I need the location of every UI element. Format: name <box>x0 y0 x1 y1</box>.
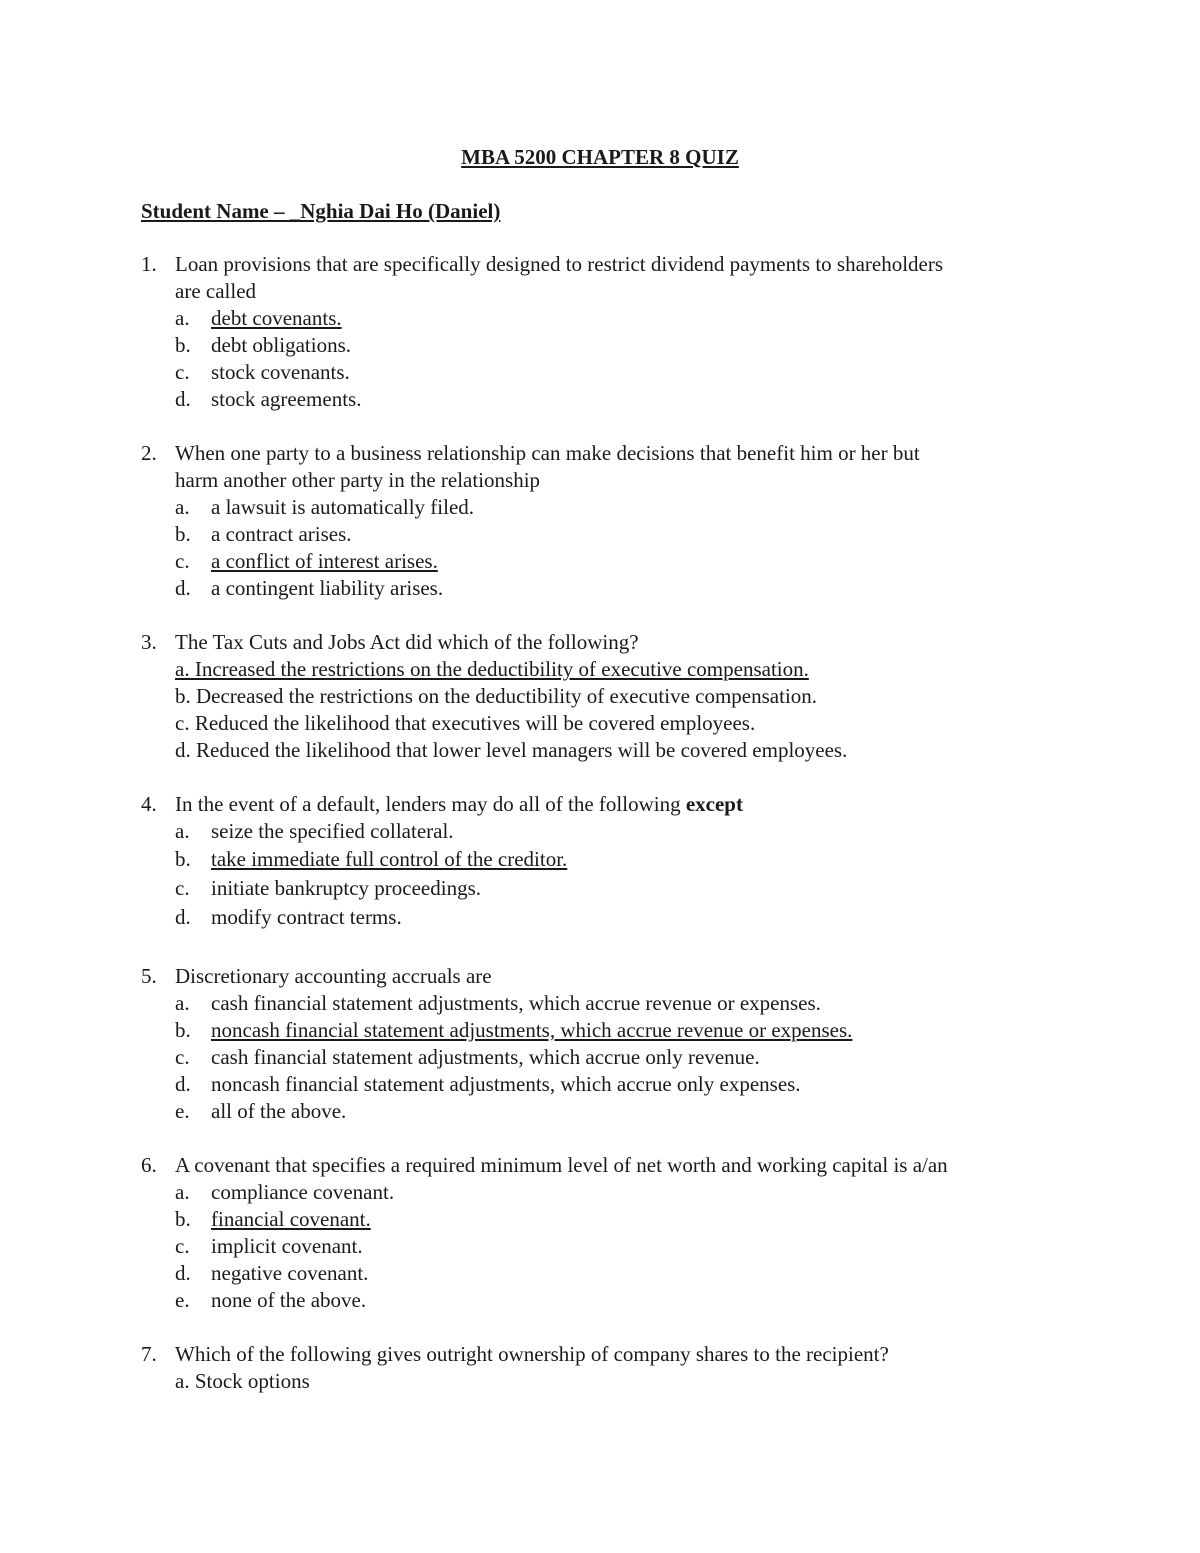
option-d: d. a contingent liability arises. <box>175 576 444 600</box>
answer-selected: take immediate full control of the creditor. <box>211 847 568 871</box>
emphasis-except: except <box>685 792 743 816</box>
option-c: c. implicit covenant. <box>175 1234 363 1258</box>
option-d: d. stock agreements. <box>175 387 362 411</box>
option-a <box>141 656 1061 683</box>
option-d: d. negative covenant. <box>175 1261 369 1285</box>
option-a: a. Stock options <box>175 1369 310 1393</box>
question-number: 3. <box>141 630 157 654</box>
option-d: d. noncash financial statement adjustments, which accrue only expenses. <box>175 1072 801 1096</box>
option-c: c. cash financial statement adjustments, which accrue only revenue. <box>175 1045 760 1069</box>
question-number: 6. <box>141 1153 157 1177</box>
option-a: a. seize the specified collateral. <box>175 819 454 843</box>
question-number: 5. <box>141 964 157 988</box>
question-text: Which of the following gives outright ownership of company shares to the recipient? <box>175 1342 889 1366</box>
question-text: Loan provisions that are specifically designed to restrict dividend payments to shareholders <box>175 252 944 276</box>
option-b: b. debt obligations. <box>175 333 351 357</box>
question-1 <box>141 251 1061 413</box>
question-text: In the event of a default, lenders may do all of the following except <box>175 792 743 816</box>
option-a: a. cash financial statement adjustments, which accrue revenue or expenses. <box>175 991 821 1015</box>
option-b: b. financial covenant. <box>175 1207 371 1231</box>
answer-selected: a. Increased the restrictions on the deductibility of executive compensation. <box>175 657 809 681</box>
option-c: c. stock covenants. <box>175 360 350 384</box>
option-c: c. Reduced the likelihood that executives will be covered employees. <box>175 711 756 735</box>
option-b: b. a contract arises. <box>175 522 352 546</box>
question-5 <box>141 963 1061 1125</box>
question-text: The Tax Cuts and Jobs Act did which of the following? <box>175 630 639 654</box>
option-a: a. a lawsuit is automatically filed. <box>175 495 475 519</box>
question-4 <box>141 791 1061 932</box>
option-e: e. none of the above. <box>175 1288 367 1312</box>
question-2 <box>141 440 1061 602</box>
option-c: c. a conflict of interest arises. <box>175 549 438 573</box>
option-d: d. Reduced the likelihood that lower level managers will be covered employees. <box>175 738 848 762</box>
option-b: b. noncash financial statement adjustments, which accrue revenue or expenses. <box>175 1018 853 1042</box>
option-b: b. Decreased the restrictions on the deductibility of executive compensation. <box>175 684 818 708</box>
question-text-cont: harm another other party in the relationship <box>175 468 541 492</box>
question-number: 1. <box>141 252 157 276</box>
question-number: 2. <box>141 441 157 465</box>
option-c: c. initiate bankruptcy proceedings. <box>175 876 481 900</box>
question-number: 4. <box>141 792 157 816</box>
question-number: 7. <box>141 1342 157 1366</box>
answer-selected: debt covenants. <box>211 306 342 330</box>
option-a: a. compliance covenant. <box>175 1180 395 1204</box>
option-b: b. take immediate full control of the creditor. <box>141 845 1061 874</box>
page-title: MBA 5200 CHAPTER 8 QUIZ <box>461 145 739 169</box>
option-d: d. modify contract terms. <box>175 905 402 929</box>
question-text-cont: are called <box>175 279 257 303</box>
option-e: e. all of the above. <box>175 1099 347 1123</box>
answer-selected: a conflict of interest arises. <box>211 549 438 573</box>
question-3 <box>141 629 1061 764</box>
question-text: Discretionary accounting accruals are <box>175 964 492 988</box>
student-name: Student Name – _Nghia Dai Ho (Daniel) <box>141 199 501 223</box>
answer-selected: noncash financial statement adjustments, which accrue revenue or expenses. <box>211 1018 853 1042</box>
answer-selected: financial covenant. <box>211 1207 371 1231</box>
question-6 <box>141 1152 1061 1314</box>
question-text: A covenant that specifies a required minimum level of net worth and working capital is a/an <box>175 1153 948 1177</box>
question-7 <box>141 1341 1061 1395</box>
question-text: When one party to a business relationship can make decisions that benefit him or her but <box>175 441 920 465</box>
option-a: a. debt covenants. <box>175 306 342 330</box>
